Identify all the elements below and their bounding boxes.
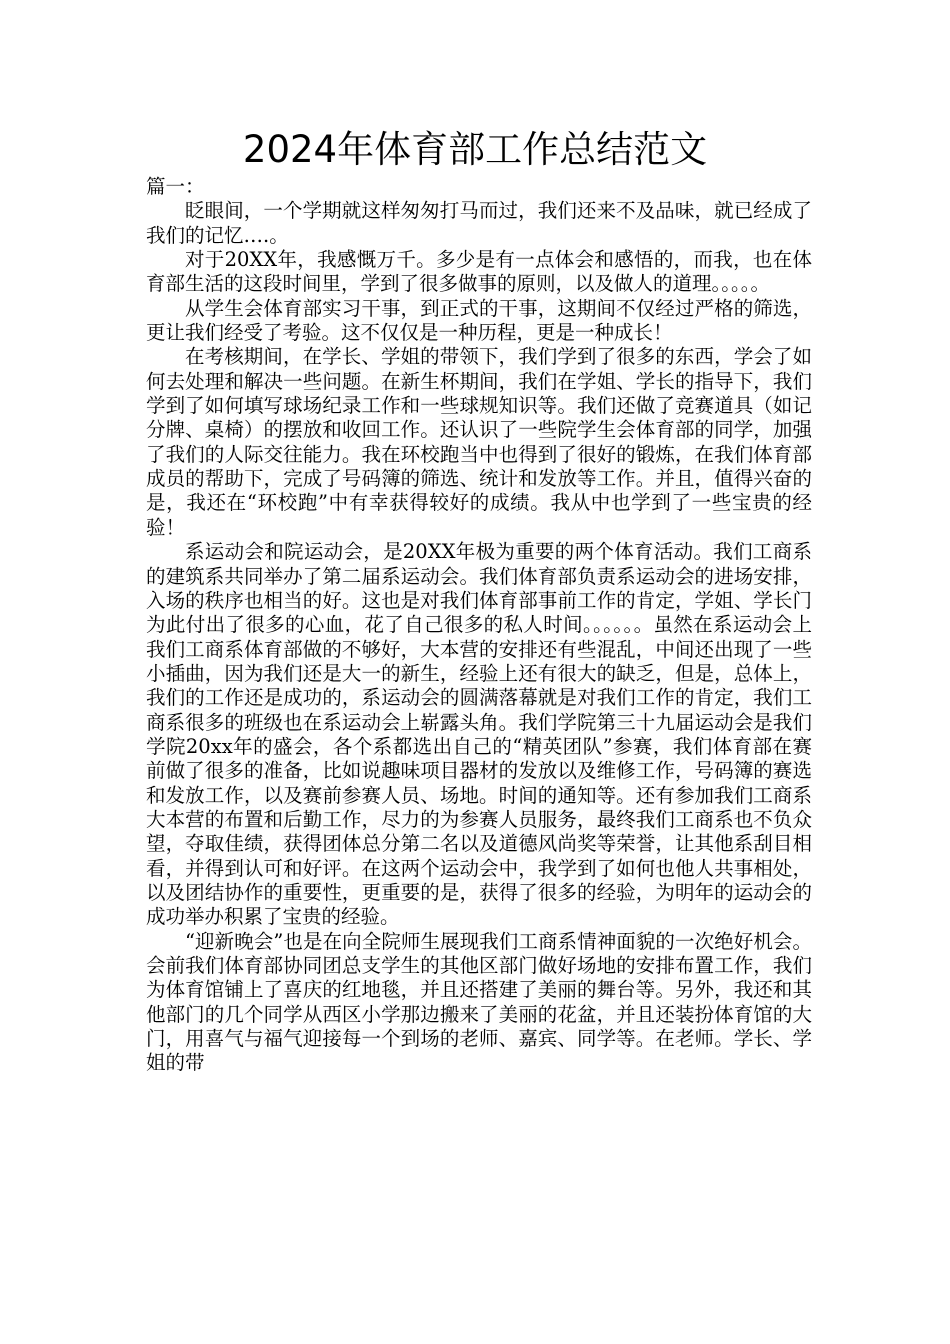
document-title: 2024年体育部工作总结范文 xyxy=(242,128,708,171)
paragraph-3: 从学生会体育部实习干事，到正式的干事，这期间不仅经过严格的筛选，更让我们经受了考验。这不仅仅是一种历程，更是一种成长！ xyxy=(146,296,812,345)
paragraph-4: 在考核期间，在学长、学姐的带领下，我们学到了很多的东西，学会了如何去处理和解决一些问题。在新生杯期间，我们在学姐、学长的指导下，我们学到了如何填写球场纪录工作和一些球规知识等。我们还做了竞赛道具（如记分牌、桌椅）的摆放和收回工作。还认识了一些院学生会体育部的同学，加强了我们的人际交往能力。我在环校跑当中也得到了很好的锻炼，在我们体育部成员的帮助下，完成了号码簿的筛选、统计和发放等工作。并且，值得兴奋的是，我还在“环校跑”中有幸获得较好的成绩。我从中也学到了一些宝贵的经验！ xyxy=(146,345,812,539)
paragraph-6: “迎新晚会”也是在向全院师生展现我们工商系情神面貌的一次绝好机会。会前我们体育部协同团总支学生的其他区部门做好场地的安排布置工作，我们为体育馆铺上了喜庆的红地毯，并且还搭建了美丽的舞台等。另外，我还和其他部门的几个同学从西区小学那边搬来了美丽的花盆，并且还装扮体育馆的大门，用喜气与福气迎接每一个到场的老师、嘉宾、同学等。在老师。学长、学姐的带 xyxy=(146,929,812,1075)
document-body xyxy=(146,175,812,1076)
paragraph-2: 对于20XX年，我感慨万千。多少是有一点体会和感悟的，而我，也在体育部生活的这段时间里，学到了很多做事的原则，以及做人的道理。。。。。 xyxy=(146,248,812,296)
paragraph-5: 系运动会和院运动会，是20XX年极为重要的两个体育活动。我们工商系的建筑系共同举办了第二届系运动会。我们体育部负责系运动会的进场安排，入场的秩序也相当的好。这也是对我们体育部事前工作的肯定，学姐、学长门为此付出了很多的心血，花了自己很多的私人时间。。。。。。虽然在系运动会上我们工商系体育部做的不够好，大本营的安排还有些混乱，中间还出现了一些小插曲，因为我们还是大一的新生，经验上还有很大的缺乏，但是，总体上，我们的工作还是成功的，系运动会的圆满落幕就是对我们工作的肯定，我们工商系很多的班级也在系运动会上崭露头角。我们学院第三十九届运动会是我们学院20xx年的盛会，各个系都选出自己的“精英团队”参赛，我们体育部在赛前做了很多的准备，比如说趣味项目器材的发放以及维修工作，号码簿的赛选和发放工作，以及赛前参赛人员、场地。时间的通知等。还有参加我们工商系大本营的布置和后勤工作，尽力的为参赛人员服务，最终我们工商系也不负众望，夺取佳绩，获得团体总分第二名以及道德风尚奖等荣誉，让其他系刮目相看，并得到认可和好评。在这两个运动会中，我学到了如何也他人共事相处，以及团结协作的重要性，更重要的是，获得了很多的经验，为明年的运动会的成功举办积累了宝贵的经验。 xyxy=(146,540,812,929)
paragraph-1: 眨眼间，一个学期就这样匆匆打马而过，我们还来不及品味，就已经成了我们的记忆….。 xyxy=(146,199,812,247)
section-label: 篇一： xyxy=(146,175,205,198)
